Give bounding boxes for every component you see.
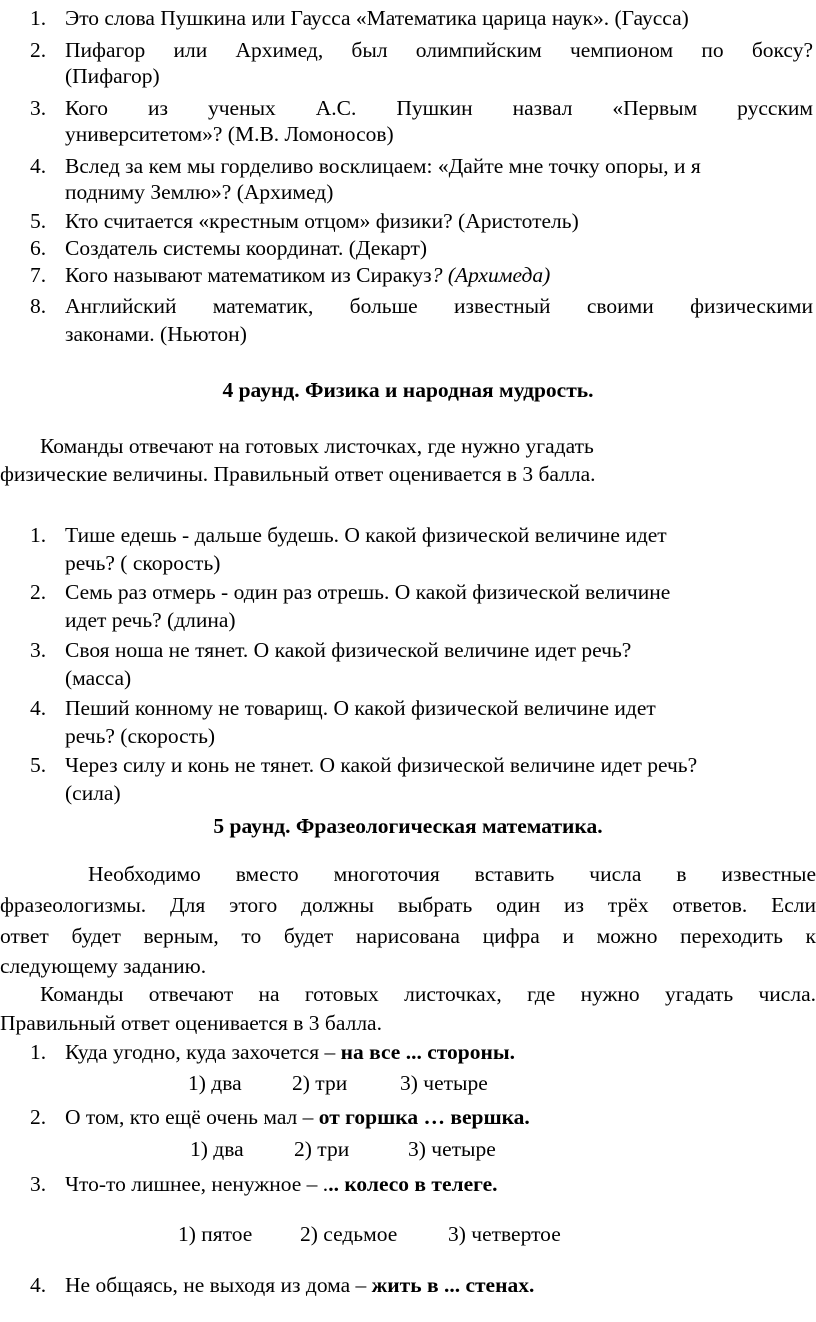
list-item-text: Кого называют математиком из Сиракуз? (Архимеда): [65, 263, 551, 287]
option-2: 2) седьмое: [300, 1222, 398, 1246]
list-number: 3.: [30, 638, 47, 662]
round4-intro-line: Команды отвечают на готовых листочках, где нужно угадать: [40, 434, 594, 458]
paragraph-line: Правильный ответ оценивается в 3 балла.: [0, 1011, 382, 1035]
list-number: 2.: [30, 580, 47, 604]
list-item-text: законами. (Ньютон): [65, 322, 247, 346]
list-number: 1.: [30, 6, 47, 30]
list-item-text: Куда угодно, куда захочется – на все ... стороны.: [65, 1040, 516, 1064]
list-number: 7.: [30, 263, 47, 287]
list-number: 4.: [30, 1273, 47, 1297]
list-item-text: Тише едешь - дальше будешь. О какой физической величине идет: [65, 523, 667, 547]
paragraph-line: фразеологизмы. Для этого должны выбрать один из трёх ответов. Если: [0, 893, 816, 917]
list-item-text: Что-то лишнее, ненужное – ... колесо в телеге.: [65, 1172, 498, 1196]
list-item-text: Пифагор или Архимед, был олимпийским чемпионом по боксу?: [65, 38, 813, 62]
list-item-text: Своя ноша не тянет. О какой физической величине идет речь?: [65, 638, 632, 662]
list-number: 4.: [30, 154, 47, 178]
list-number: 4.: [30, 696, 47, 720]
list-number: 5.: [30, 753, 47, 777]
option-1: 1) два: [190, 1137, 244, 1161]
list-number: 3.: [30, 96, 47, 120]
list-number: 6.: [30, 236, 47, 260]
list-item-text: университетом»? (М.В. Ломоносов): [65, 122, 394, 146]
paragraph-line: Необходимо вместо многоточия вставить числа в известные: [88, 862, 816, 886]
list-item-text: Семь раз отмерь - один раз отрешь. О какой физической величине: [65, 580, 671, 604]
paragraph-line: Команды отвечают на готовых листочках, где нужно угадать числа.: [40, 982, 816, 1006]
list-item-text: Это слова Пушкина или Гаусса «Математика царица наук». (Гаусса): [65, 6, 689, 30]
round4-intro-line: физические величины. Правильный ответ оценивается в 3 балла.: [0, 462, 596, 486]
list-number: 1.: [30, 523, 47, 547]
list-item-text: подниму Землю»? (Архимед): [65, 180, 334, 204]
option-3: 3) четыре: [400, 1071, 488, 1095]
list-item-text: Вслед за кем мы горделиво восклицаем: «Дайте мне точку опоры, и я: [65, 154, 701, 178]
list-item-text: Через силу и конь не тянет. О какой физической величине идет речь?: [65, 753, 698, 777]
option-2: 2) три: [294, 1137, 350, 1161]
list-number: 2.: [30, 1105, 47, 1129]
list-number: 3.: [30, 1172, 47, 1196]
list-item-text: Не общаясь, не выходя из дома – жить в ... стенах.: [65, 1273, 535, 1297]
list-item-text: Кого из ученых А.С. Пушкин назвал «Первым русским: [65, 96, 813, 120]
list-number: 8.: [30, 294, 47, 318]
paragraph-line: следующему заданию.: [0, 954, 207, 978]
list-number: 1.: [30, 1040, 47, 1064]
list-number: 5.: [30, 209, 47, 233]
round5-heading: 5 раунд. Фразеологическая математика.: [213, 814, 603, 838]
option-3: 3) четыре: [408, 1137, 496, 1161]
round4-heading: 4 раунд. Физика и народная мудрость.: [222, 378, 594, 402]
list-item-text: О том, кто ещё очень мал – от горшка … вершка.: [65, 1105, 530, 1129]
paragraph-line: ответ будет верным, то будет нарисована цифра и можно переходить к: [0, 924, 816, 948]
list-item-text: речь? (скорость): [65, 724, 216, 748]
option-1: 1) два: [188, 1071, 242, 1095]
list-item-text: идет речь? (длина): [65, 608, 236, 632]
list-item-text: Английский математик, больше известный своими физическими: [65, 294, 813, 318]
list-item-text: речь? ( скорость): [65, 551, 221, 575]
list-item-text: Создатель системы координат. (Декарт): [65, 236, 428, 260]
option-1: 1) пятое: [178, 1222, 253, 1246]
list-item-text: (масса): [65, 666, 132, 690]
list-item-text: Пеший конному не товарищ. О какой физической величине идет: [65, 696, 656, 720]
list-number: 2.: [30, 38, 47, 62]
option-2: 2) три: [292, 1071, 348, 1095]
list-item-text: (Пифагор): [65, 64, 160, 88]
list-item-text: (сила): [65, 781, 121, 805]
list-item-text: Кто считается «крестным отцом» физики? (Аристотель): [65, 209, 579, 233]
option-3: 3) четвертое: [448, 1222, 561, 1246]
